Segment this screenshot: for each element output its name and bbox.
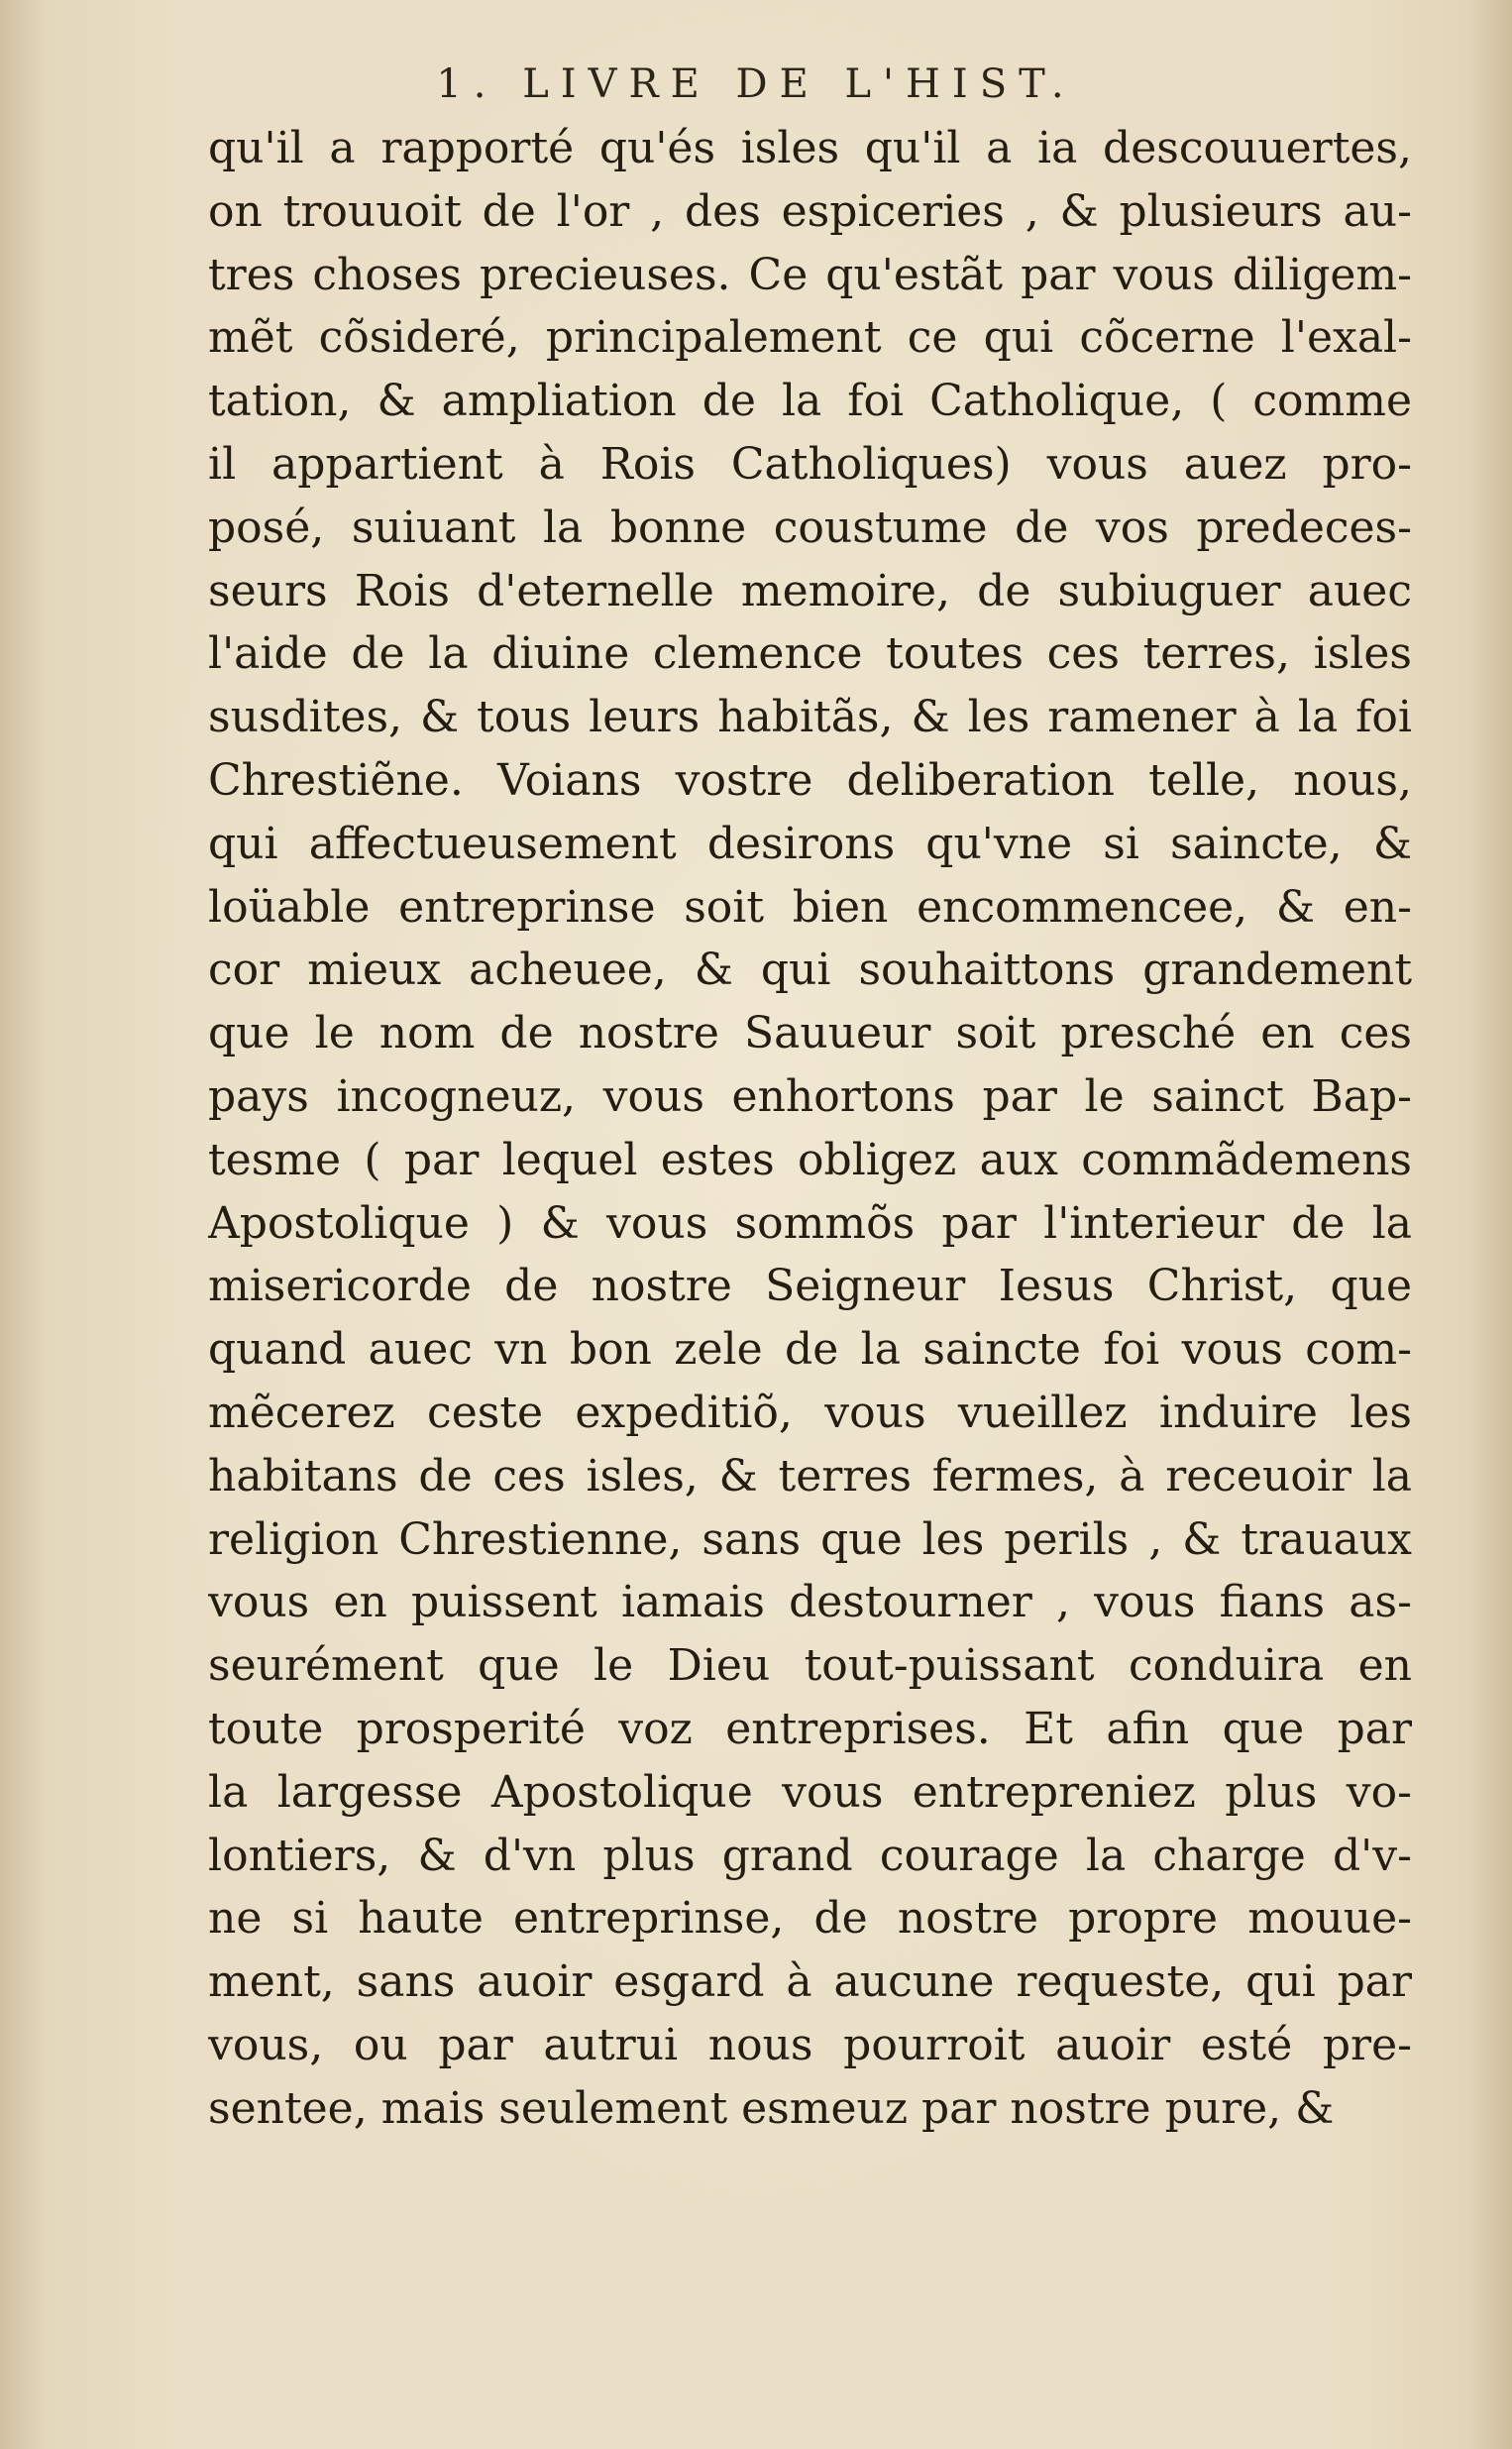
text-line: qui affectueusement desirons qu'vne si saincte, & [208, 818, 1412, 869]
text-line: la largesse Apostolique vous entrepreniez plus vo- [208, 1766, 1412, 1818]
text-line: tres choses precieuses. Ce qu'estãt par vous diligem- [208, 249, 1412, 300]
text-line: sentee, mais seulement esmeuz par nostre pure, & [208, 2082, 1335, 2134]
text-line: misericorde de nostre Seigneur Iesus Christ, que [208, 1261, 1412, 1312]
text-line: l'aide de la diuine clemence toutes ces terres, isles [208, 628, 1412, 680]
text-line: qu'il a rapporté qu'és isles qu'il a ia descouuertes, [208, 123, 1412, 173]
text-line: Apostolique ) & vous sommõs par l'interieur de la [208, 1197, 1412, 1249]
text-line: posé, suiuant la bonne coustume de vos predeces- [208, 501, 1412, 553]
text-line: susdites, & tous leurs habitãs, & les ramener à la foi [208, 692, 1412, 743]
text-line: ne si haute entreprinse, de nostre propre mouue- [208, 1893, 1412, 1945]
text-line: ment, sans auoir esgard à aucune requeste, qui par [208, 1956, 1412, 2008]
text-line: toute prosperité voz entreprises. Et afin que par [208, 1703, 1412, 1754]
text-line: pays incogneuz, vous enhortons par le sainct Bap- [208, 1070, 1412, 1122]
text-line: religion Chrestienne, sans que les perils , & trauaux [208, 1513, 1412, 1565]
text-line: Chrestiẽne. Voians vostre deliberation telle, nous, [208, 754, 1412, 806]
running-head: 1. LIVRE DE L'HIST. [436, 61, 1076, 107]
text-line: cor mieux acheuee, & qui souhaittons grandement [208, 945, 1412, 996]
text-line: seurément que le Dieu tout-puissant conduira en [208, 1640, 1412, 1692]
text-line: on trouuoit de l'or , des espiceries , & plusieurs au- [208, 185, 1412, 237]
text-line: loüable entreprinse soit bien encommencee, & en- [208, 881, 1412, 933]
text-line: seurs Rois d'eternelle memoire, de subiuguer auec [208, 565, 1412, 616]
text-line: il appartient à Rois Catholiques) vous auez pro- [208, 438, 1412, 490]
text-line: vous, ou par autrui nous pourroit auoir esté pre- [208, 2019, 1412, 2070]
text-line: que le nom de nostre Sauueur soit presché en ces [208, 1008, 1412, 1059]
text-line: tation, & ampliation de la foi Catholique, ( comme [208, 376, 1412, 427]
text-line: mẽt cõsideré, principalement ce qui cõcerne l'exal- [208, 312, 1412, 364]
text-line: tesme ( par lequel estes obligez aux commãdemens [208, 1134, 1412, 1185]
text-line: lontiers, & d'vn plus grand courage la charge d'v- [208, 1830, 1412, 1881]
body-text [208, 117, 1412, 2141]
text-line: habitans de ces isles, & terres fermes, à receuoir la [208, 1450, 1412, 1502]
text-line: quand auec vn bon zele de la saincte foi vous com- [208, 1324, 1412, 1376]
text-line: vous en puissent iamais destourner , vous fians as- [208, 1577, 1412, 1628]
text-line: mẽcerez ceste expeditiõ, vous vueillez induire les [208, 1387, 1412, 1438]
